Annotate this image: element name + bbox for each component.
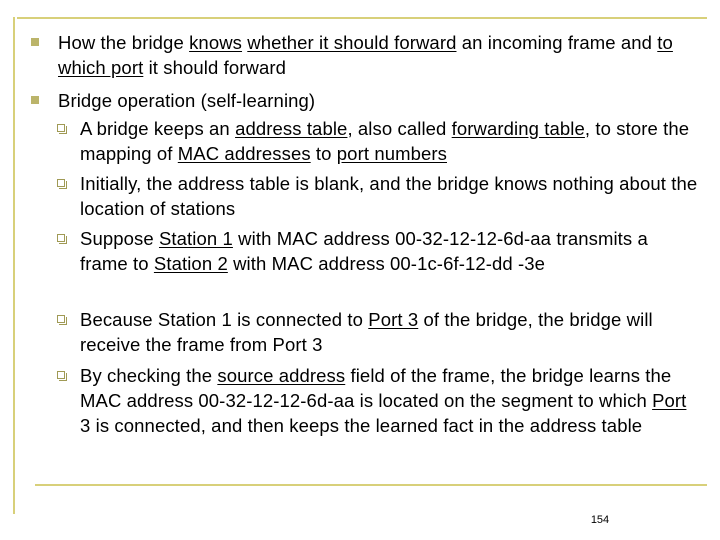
- text-run: 3 is connected, and then keeps the learned fact in the address table: [80, 415, 643, 436]
- underlined-term: source address: [217, 365, 346, 386]
- subbullet-item: [80, 363, 700, 438]
- text-run: it should forward: [143, 57, 287, 78]
- subbullet-item: [80, 307, 700, 357]
- subbullet-item: [80, 226, 700, 276]
- underlined-term: MAC addresses: [177, 143, 311, 164]
- text-run: , also called: [347, 118, 452, 139]
- hollow-square-bullet-icon: [57, 179, 65, 187]
- underlined-term: Port 3: [368, 309, 419, 330]
- text-run: Because Station 1 is connected to: [80, 309, 369, 330]
- hollow-square-bullet-icon: [57, 315, 65, 323]
- text-run: , to store the mapping of: [80, 118, 690, 164]
- bullet-item: [58, 30, 703, 80]
- text-run: Initially, the address table is blank, and the bridge knows nothing about the location of stations: [80, 173, 698, 219]
- underlined-term: Station 2: [153, 253, 228, 274]
- text-run: field of the frame, the bridge learns the MAC address 00-32-12-12-6d-aa is located on the segment to which: [80, 365, 672, 411]
- top-border-line: [17, 17, 707, 19]
- text-run: with MAC address 00-32-12-12-6d-aa transmits a frame to: [80, 228, 648, 274]
- underlined-term: address table: [235, 118, 348, 139]
- bullet-item: [58, 88, 703, 113]
- bottom-border-line: [35, 484, 707, 486]
- left-border-line: [13, 17, 15, 514]
- page-number: 154: [590, 514, 610, 526]
- text-run: How the bridge: [58, 32, 190, 53]
- subbullet-text: [80, 118, 689, 164]
- text-run: By checking the: [80, 365, 218, 386]
- square-bullet-icon: [31, 38, 39, 46]
- square-bullet-icon: [31, 96, 39, 104]
- subbullet-text: [80, 365, 686, 436]
- text-run: Suppose: [80, 228, 159, 249]
- underlined-term: whether it should forward: [247, 32, 457, 53]
- underlined-term: port numbers: [336, 143, 447, 164]
- subbullet-text: [80, 173, 697, 219]
- bullet-text: [58, 90, 315, 111]
- subbullet-item: [80, 171, 700, 221]
- subbullet-text: [80, 228, 648, 274]
- underlined-term: Port: [652, 390, 687, 411]
- text-run: to: [310, 143, 337, 164]
- subbullet-text: [80, 309, 653, 355]
- bullet-text: [58, 32, 673, 78]
- text-run: A bridge keeps an: [80, 118, 236, 139]
- underlined-term: Station 1: [158, 228, 233, 249]
- underlined-term: forwarding table: [451, 118, 585, 139]
- text-run: with MAC address 00-1c-6f-12-dd -3e: [227, 253, 546, 274]
- subbullet-item: [80, 116, 700, 166]
- text-run: an incoming frame and: [456, 32, 658, 53]
- underlined-term: to which port: [58, 32, 673, 78]
- hollow-square-bullet-icon: [57, 124, 65, 132]
- text-run: Bridge operation (self-learning): [58, 90, 316, 111]
- hollow-square-bullet-icon: [57, 234, 65, 242]
- underlined-term: knows: [189, 32, 243, 53]
- text-run: of the bridge, the bridge will receive the frame from Port 3: [80, 309, 653, 355]
- hollow-square-bullet-icon: [57, 371, 65, 379]
